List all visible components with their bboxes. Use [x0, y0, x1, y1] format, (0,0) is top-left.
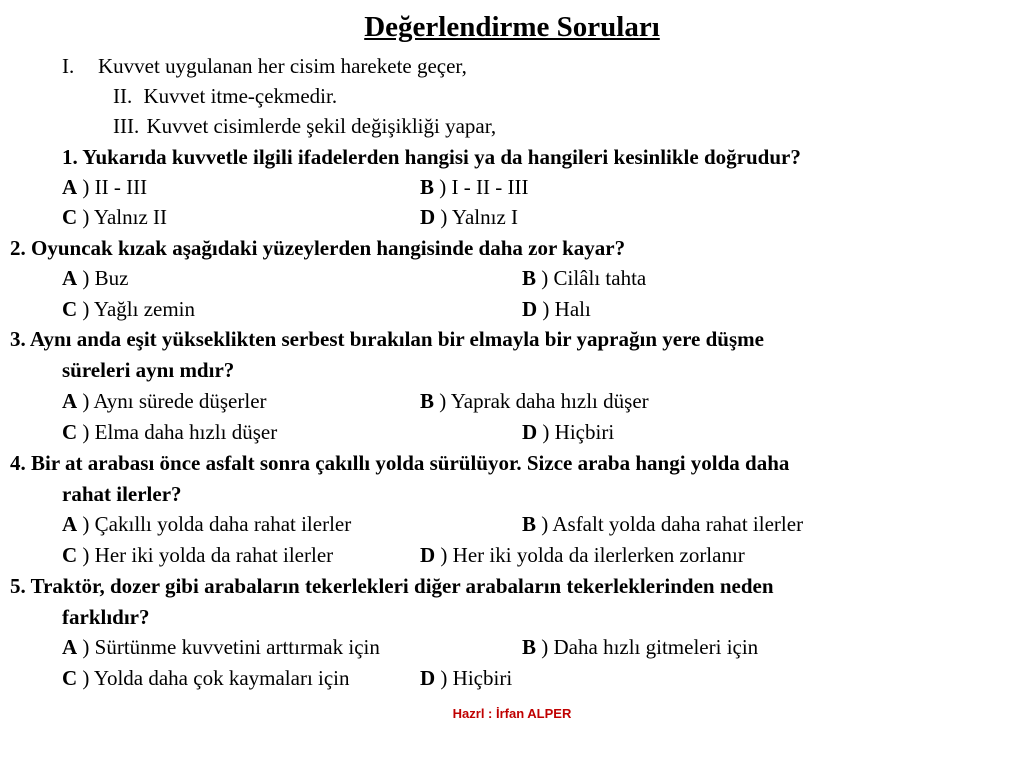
option-c: C ) Yağlı zemin [62, 297, 195, 321]
question-1-text: 1. Yukarıda kuvvetle ilgili ifadelerden hangisi ya da hangileri kesinlikle doğrudur? [62, 145, 801, 169]
question-4-text-line-1: 4. Bir at arabası önce asfalt sonra çakıllı yolda sürülüyor. Sizce araba hangi yolda daha [10, 451, 790, 475]
option-a: A ) Çakıllı yolda daha rahat ilerler [62, 512, 352, 536]
question-2-text: 2. Oyuncak kızak aşağıdaki yüzeylerden hangisinde daha zor kayar? [10, 236, 626, 260]
option-d: D ) Her iki yolda da ilerlerken zorlanır [420, 543, 745, 567]
question-3-text-line-1: 3. Aynı anda eşit yükseklikten serbest bırakılan bir elmayla bir yaprağın yere düşme [10, 327, 764, 351]
option-b: B ) Yaprak daha hızlı düşer [420, 389, 649, 413]
statement-1 [62, 51, 467, 81]
option-a: A ) Buz [62, 266, 129, 290]
option-d: D ) Yalnız I [420, 205, 519, 229]
statement-text: Kuvvet itme-çekmedir. [143, 84, 338, 108]
statement-label: II. [113, 84, 133, 108]
question-3-text-line-2: süreleri aynı mdır? [62, 358, 235, 382]
statement-label: III. [113, 114, 140, 138]
statement-text: Kuvvet uygulanan her cisim harekete geçer, [98, 54, 467, 78]
option-d: D ) Hiçbiri [420, 666, 513, 690]
option-a: A ) II - III [62, 175, 148, 199]
option-a: A ) Aynı sürede düşerler [62, 389, 267, 413]
question-4-text-line-2: rahat ilerler? [62, 482, 182, 506]
option-a: A ) Sürtünme kuvvetini arttırmak için [62, 635, 380, 659]
question-5-text-line-1: 5. Traktör, dozer gibi arabaların tekerlekleri diğer arabaların tekerleklerinden neden [10, 574, 774, 598]
option-c: C ) Elma daha hızlı düşer [62, 420, 278, 444]
question-5-text-line-2: farklıdır? [62, 605, 150, 629]
option-b: B ) Asfalt yolda daha rahat ilerler [522, 512, 804, 536]
option-c: C ) Yalnız II [62, 205, 167, 229]
option-c: C ) Yolda daha çok kaymaları için [62, 666, 350, 690]
page-title: Değerlendirme Soruları [364, 11, 660, 43]
option-c: C ) Her iki yolda da rahat ilerler [62, 543, 334, 567]
author-footer: Hazrl : İrfan ALPER [452, 706, 572, 721]
option-b: B ) I - II - III [420, 175, 529, 199]
option-b: B ) Cilâlı tahta [522, 266, 647, 290]
option-b: B ) Daha hızlı gitmeleri için [522, 635, 759, 659]
statement-3 [113, 111, 496, 141]
statement-text: Kuvvet cisimlerde şekil değişikliği yapar, [146, 114, 497, 138]
statement-2 [113, 81, 337, 111]
option-d: D ) Halı [522, 297, 591, 321]
statement-label: I. [62, 54, 75, 78]
option-d: D ) Hiçbiri [522, 420, 615, 444]
